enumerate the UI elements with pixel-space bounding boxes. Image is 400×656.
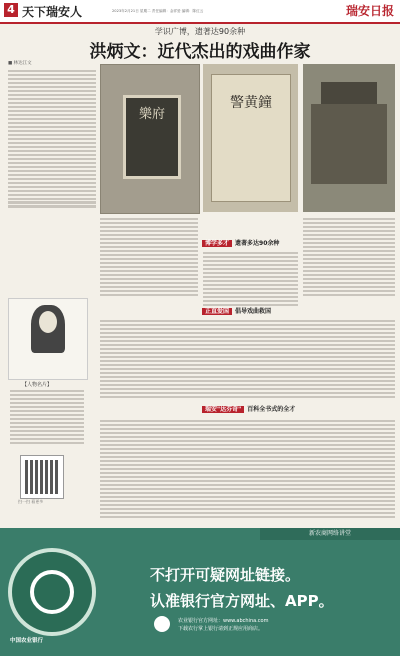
- banner-1-text: 遗著多达90余种: [235, 240, 280, 247]
- masthead-logo: 瑞安日报: [345, 4, 394, 18]
- article-title: 洪炳文：近代杰出的戏曲作家: [89, 42, 311, 62]
- ad-top-label: 新农商网络讲堂: [260, 528, 400, 540]
- ad-app-note: 下载农行掌上银行请到正规应用商店。: [178, 626, 264, 632]
- banner-2-text: 倡导戏曲救国: [235, 308, 272, 315]
- section-title: 天下瑞安人: [22, 5, 83, 19]
- book-cover-text: 樂府: [138, 107, 165, 122]
- bank-small-logo-icon: [154, 616, 170, 632]
- ad-headline-1: 不打开可疑网址链接。: [150, 566, 301, 584]
- banner-2-tag: 正直爱国: [202, 308, 232, 315]
- qr-code[interactable]: [20, 455, 64, 499]
- article-body-col3: [303, 218, 395, 298]
- banner-3: [198, 404, 299, 416]
- byline: ■ 林达江文: [8, 61, 32, 66]
- bank-name: 中国农业银行: [10, 638, 44, 644]
- page-number: 4: [4, 3, 18, 17]
- banner-2: [198, 306, 275, 318]
- bank-advertisement: [0, 528, 400, 656]
- residence-photo: [303, 64, 395, 212]
- portrait-caption: 【人物名片】: [22, 382, 53, 388]
- portrait-photo: [8, 298, 88, 380]
- profile-text: [10, 390, 84, 446]
- article-body-middle: [100, 320, 395, 400]
- book-cover-photo: [100, 64, 200, 214]
- ad-website: 农业银行官方网址：www.abchina.com: [178, 618, 269, 624]
- bank-logo-icon: [8, 548, 96, 636]
- article-body-lower: [100, 420, 395, 520]
- ad-headline-2: 认准银行官方网址、APP。: [150, 592, 334, 610]
- banner-1: [198, 238, 283, 250]
- manuscript-text: 警黄鐘: [230, 95, 272, 111]
- intro-text: [8, 70, 96, 209]
- qr-caption: 扫一扫 看更多: [18, 499, 44, 504]
- banner-3-tag: 瑞安"达芬奇": [202, 406, 244, 413]
- manuscript-photo: [203, 64, 298, 212]
- page-header: [0, 0, 400, 24]
- banner-3-text: 百科全书式的全才: [247, 406, 296, 413]
- article-body-col1: [100, 218, 198, 298]
- banner-1-tag: 博学多才: [202, 240, 232, 247]
- issue-meta: 2023年2月21日 星期二 责任编辑：金祥爱 编辑：陈红云: [112, 9, 204, 13]
- article-subtitle: 学识广博，遗著达90余种: [154, 27, 246, 36]
- article-body-col2: [203, 252, 298, 308]
